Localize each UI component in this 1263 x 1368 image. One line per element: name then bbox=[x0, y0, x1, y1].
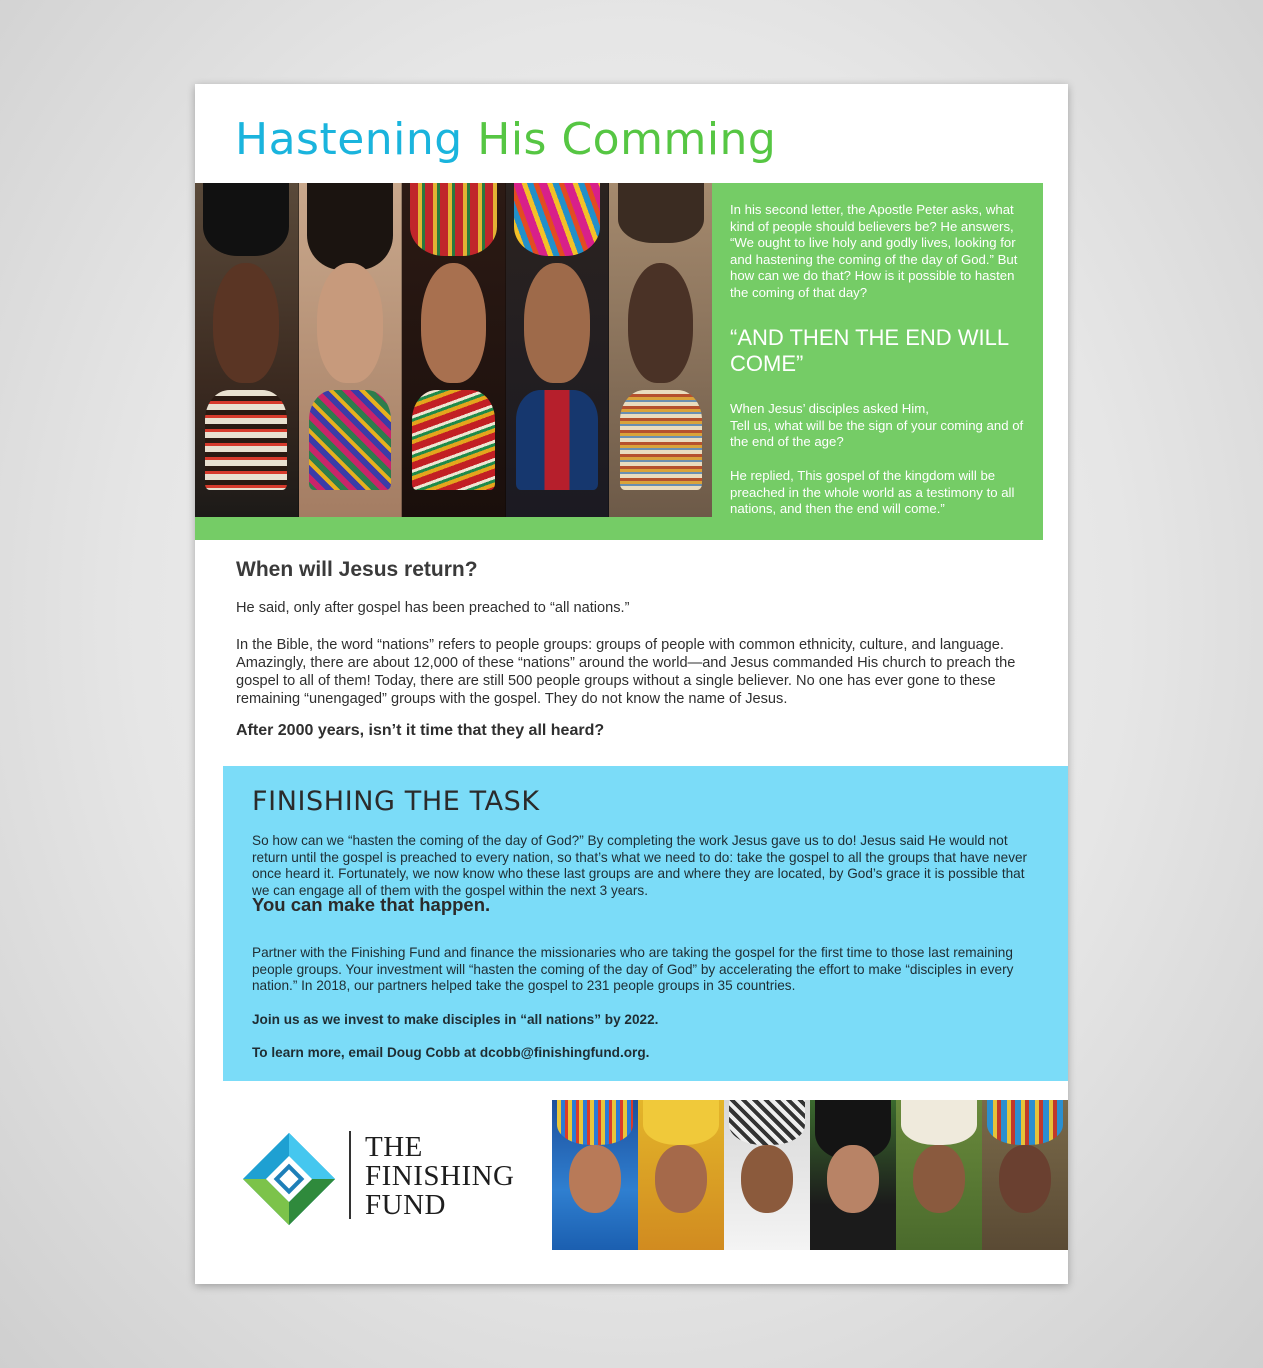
finishing-fund-logo-icon bbox=[241, 1131, 337, 1227]
intro-question: When Jesus’ disciples asked Him, Tell us, what will be the sign of your coming and of the end of the age? bbox=[730, 401, 1024, 450]
portrait-photo bbox=[299, 183, 403, 517]
logo-divider bbox=[349, 1131, 351, 1219]
footer-portrait-photo bbox=[896, 1100, 982, 1250]
footer-portrait-photo bbox=[724, 1100, 810, 1250]
footer-portrait-photo bbox=[638, 1100, 724, 1250]
intro-panel bbox=[712, 183, 1043, 540]
logo-line-3: FUND bbox=[365, 1189, 446, 1221]
title-part-2: His Comming bbox=[477, 114, 777, 165]
task-subheading: You can make that happen. bbox=[252, 894, 491, 915]
portrait-photo bbox=[506, 183, 610, 517]
logo-wordmark bbox=[365, 1133, 515, 1220]
intro-reply: He replied, This gospel of the kingdom will be preached in the whole world as a testimony to all nations, and then the end will come.” bbox=[730, 468, 1015, 517]
task-join: Join us as we invest to make disciples in “all nations” by 2022. bbox=[252, 1012, 659, 1027]
return-paragraph-1: He said, only after gospel has been preached to “all nations.” bbox=[236, 600, 630, 616]
hero-portrait-collage bbox=[195, 183, 712, 517]
footer-portrait-collage bbox=[552, 1100, 1068, 1250]
intro-paragraph: In his second letter, the Apostle Peter asks, what kind of people should believers be? He answers, “We ought to live holy and godly lives, looking for and hastening the coming of the day of God.” But how can we do that? How is it possible to hasten the coming of that day? bbox=[730, 202, 1018, 300]
flyer-page bbox=[195, 84, 1068, 1284]
task-paragraph-2: Partner with the Finishing Fund and finance the missionaries who are taking the gospel for the first time to those last remaining people groups. Your investment will “hasten the coming of the day of God” by accelerating the effort to make “disciples in every nation.” In 2018, our partners helped take the gospel to 231 people groups in 35 countries. bbox=[252, 945, 1014, 994]
task-contact: To learn more, email Doug Cobb at dcobb@finishingfund.org. bbox=[252, 1045, 650, 1060]
footer-portrait-photo bbox=[552, 1100, 638, 1250]
portrait-photo bbox=[402, 183, 506, 517]
logo-line-2: FINISHING bbox=[365, 1160, 515, 1192]
footer-portrait-photo bbox=[982, 1100, 1068, 1250]
task-title: FINISHING THE TASK bbox=[252, 786, 540, 817]
intro-quote-heading: “AND THEN THE END WILL COME” bbox=[730, 325, 1009, 376]
logo-line-1: THE bbox=[365, 1131, 423, 1163]
task-panel bbox=[223, 766, 1068, 1081]
footer-portrait-photo bbox=[810, 1100, 896, 1250]
task-paragraph-1: So how can we “hasten the coming of the day of God?” By completing the work Jesus gave us to do! Jesus said He would not return until the gospel is preached to every nation, so that’s what we need to do: take the gospel to all the groups that have never once heard it. Fortunately, we now know who these last groups are and where they are located, by God’s grace it is possible that we can engage all of them with the gospel within the next 3 years. bbox=[252, 833, 1028, 898]
portrait-photo bbox=[195, 183, 299, 517]
portrait-photo bbox=[609, 183, 712, 517]
return-heading: When will Jesus return? bbox=[236, 558, 478, 581]
return-closing: After 2000 years, isn’t it time that they all heard? bbox=[236, 722, 605, 739]
return-paragraph-2: In the Bible, the word “nations” refers to people groups: groups of people with common ethnicity, culture, and language. Amazingly, there are about 12,000 of these “nations” around the world—and Jesus commanded His church to preach the gospel to all of them! Today, there are still 500 people groups without a single believer. No one has ever gone to these remaining “unengaged” groups with the gospel. They do not know the name of Jesus. bbox=[236, 637, 1016, 707]
green-strip bbox=[195, 517, 712, 540]
finishing-fund-logo bbox=[241, 1129, 541, 1229]
page-title bbox=[235, 112, 776, 168]
title-part-1: Hastening bbox=[235, 114, 463, 165]
